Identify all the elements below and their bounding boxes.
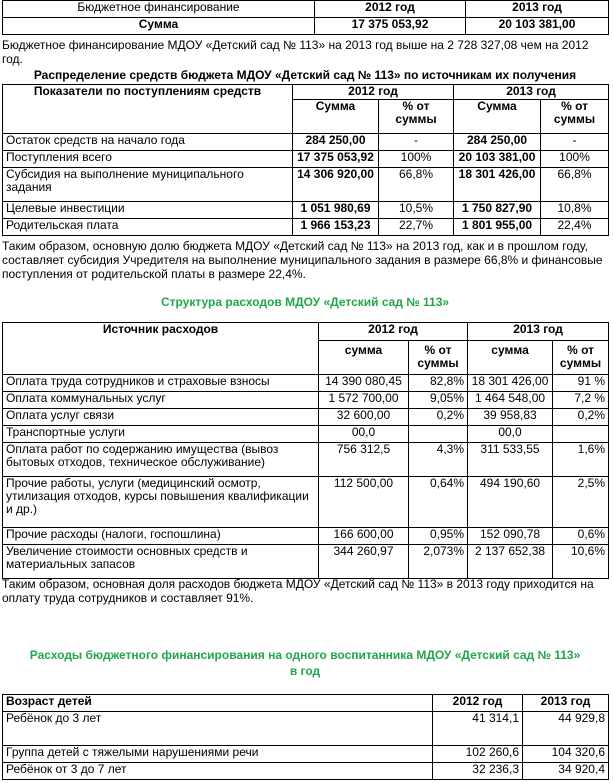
income-pct-2013: % от суммы (541, 100, 609, 134)
table-row: Остаток средств на начало года 284 250,00 - 284 250,00 - (3, 134, 609, 151)
table-row: Родительская плата 1 966 153,23 22,7% 1 801 955,00 22,4% (3, 219, 609, 236)
budget-label: Бюджетное финансирование (3, 1, 315, 18)
sum-2012: 17 375 053,92 (315, 18, 466, 35)
expense-pct-2012: % от суммы (409, 341, 468, 375)
expense-sum-2012: сумма (319, 341, 409, 375)
income-year-2012: 2012 год (293, 85, 454, 100)
paragraph-budget-increase: Бюджетное финансирование МДОУ «Детский сад № 113» на 2013 год выше на 2 728 327,08 чем на 2012 год. (2, 38, 589, 66)
heading-expense-structure: Структура расходов МДОУ «Детский сад № 113» (160, 295, 450, 309)
age-head: Возраст детей (3, 695, 433, 712)
per-child-year-2012: 2012 год (433, 695, 523, 712)
income-pct-2012: % от суммы (379, 100, 454, 134)
heading-per-child-year: в год (289, 664, 321, 678)
per-child-year-2013: 2013 год (523, 695, 609, 712)
sum-label: Сумма (3, 18, 315, 35)
expense-year-2013: 2013 год (468, 323, 609, 341)
heading-per-child: Расходы бюджетного финансирования на одного воспитанника МДОУ «Детский сад № 113» (29, 648, 581, 662)
table-row: Оплата работ по содержанию имущества (вывоз бытовых отходов, техническое обслуживание) 756 312,5 4,3% 311 533,55 1,6% (3, 443, 609, 477)
year-2012-header: 2012 год (315, 1, 466, 18)
income-sum-2012: Сумма (293, 100, 379, 134)
table-row: Увеличение стоимости основных средств и материальных запасов 344 260,97 2,073% 2 137 652,38 10,6% (3, 545, 609, 579)
table-row: Оплата услуг связи 32 600,00 0,2% 39 958,83 0,2% (3, 409, 609, 426)
expense-sum-2013: сумма (468, 341, 553, 375)
table-row: Целевые инвестиции 1 051 980,69 10,5% 1 750 827,90 10,8% (3, 202, 609, 219)
table-row: Субсидия на выполнение муниципального задания 14 306 920,00 66,8% 18 301 426,00 66,8% (3, 168, 609, 202)
table-row: Транспортные услуги 00,0 00,0 (3, 426, 609, 443)
income-sum-2013: Сумма (454, 100, 541, 134)
income-table-head: Показатели по поступлениям средств (3, 85, 293, 134)
income-year-2013: 2013 год (454, 85, 609, 100)
table-row: Прочие работы, услуги (медицинский осмотр, утилизация отходов, курсы повышения квалификации и др.) 112 500,00 0,64% 494 190,60 2,5% (3, 477, 609, 528)
sum-2013: 20 103 381,00 (466, 18, 609, 35)
year-2013-header: 2013 год (466, 1, 609, 18)
expense-year-2012: 2012 год (319, 323, 468, 341)
heading-distribution: Распределение средств бюджета МДОУ «Детский сад № 113» по источникам их получения (33, 68, 577, 82)
table-row: Поступления всего 17 375 053,92 100% 20 103 381,00 100% (3, 151, 609, 168)
paragraph-expense-summary: Таким образом, основная доля расходов бюджета МДОУ «Детский сад № 113» в 2013 году приходится на оплату труда сотрудников и составляет 91%. (2, 577, 594, 605)
budget-summary-table (2, 0, 609, 35)
expense-table-head: Источник расходов (3, 323, 319, 375)
table-row: Ребёнок от 3 до 7 лет 32 236,3 34 920,4 (3, 763, 609, 780)
table-row: Оплата труда сотрудников и страховые взносы 14 390 080,45 82,8% 18 301 426,00 91 % (3, 375, 609, 392)
expense-pct-2013: % от суммы (553, 341, 609, 375)
table-row: Ребёнок до 3 лет 41 314,1 44 929,8 (3, 712, 609, 746)
table-row: Оплата коммунальных услуг 1 572 700,00 9,05% 1 464 548,00 7,2 % (3, 392, 609, 409)
table-row: Прочие расходы (налоги, госпошлина) 166 600,00 0,95% 152 090,78 0,6% (3, 528, 609, 545)
table-row: Группа детей с тяжелыми нарушениями речи 102 260,6 104 320,6 (3, 746, 609, 763)
per-child-expense-table (2, 694, 609, 780)
income-sources-table (2, 84, 609, 236)
paragraph-income-summary: Таким образом, основную долю бюджета МДОУ «Детский сад № 113» на 2013 год, как и в прошлом году, составляет субсидия Учредителя на выполнение муниципального задания в размере 66,8% и финансовые поступления от родительской платы в размере 22,4%. (2, 239, 603, 281)
expense-structure-table (2, 322, 609, 579)
